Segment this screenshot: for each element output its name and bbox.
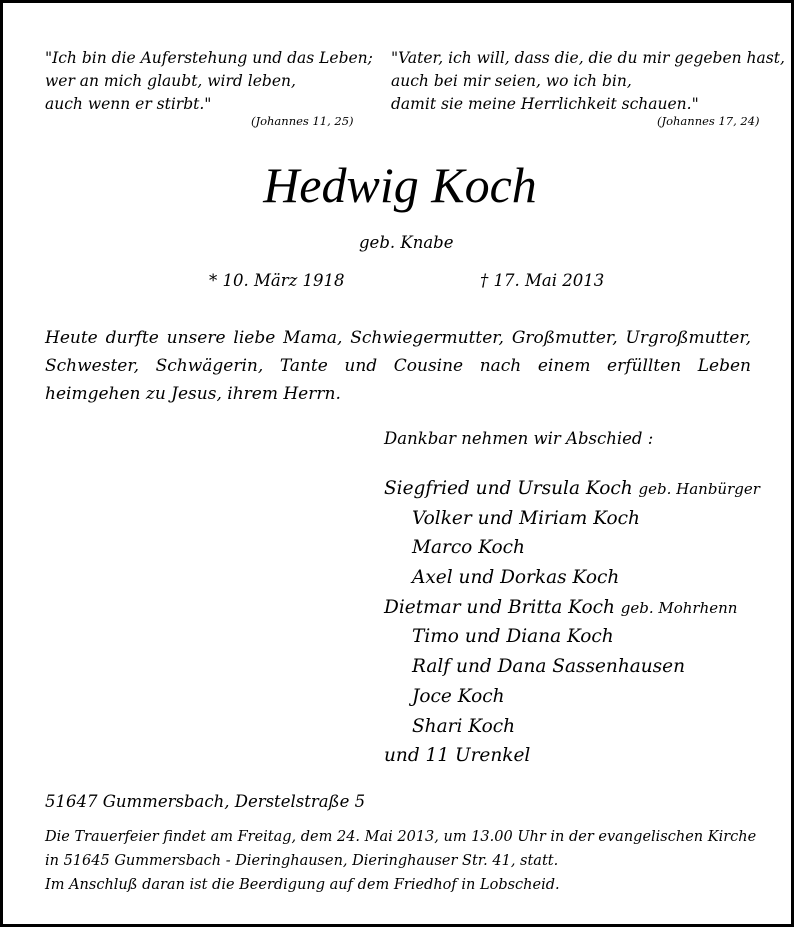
mourners-list (384, 474, 784, 771)
maiden-name: geb. Knabe (359, 233, 454, 252)
quote-line: "Ich bin die Auferstehung und das Leben; (45, 49, 373, 67)
mourner-name: Siegfried und Ursula Koch (384, 478, 633, 499)
mourner-name: Timo und Diana Koch (412, 626, 614, 648)
service-line: in 51645 Gummersbach - Dieringhausen, Dieringhauser Str. 41, statt. (45, 853, 559, 869)
mourner-maiden-name: geb. Hanbürger (638, 480, 760, 498)
mourner-name: Volker und Miriam Koch (412, 507, 640, 529)
farewell-line: Dankbar nehmen wir Abschied : (384, 429, 654, 448)
mourner-name: Dietmar und Britta Koch (384, 596, 615, 618)
quote-line: wer an mich glaubt, wird leben, (45, 72, 296, 90)
family-address: 51647 Gummersbach, Derstelstraße 5 (45, 792, 366, 811)
mourner-entry (384, 622, 784, 652)
quote-line: auch bei mir seien, wo ich bin, (391, 72, 632, 90)
mourner-name: Joce Koch (412, 685, 505, 707)
birth-date: * 10. März 1918 (209, 271, 345, 290)
mourner-entry (384, 593, 784, 623)
mourner-entry (384, 474, 784, 504)
mourner-name: Shari Koch (412, 715, 515, 737)
funeral-service-info (45, 825, 765, 897)
death-date: † 17. Mai 2013 (480, 271, 605, 290)
bible-quote-left (45, 47, 373, 116)
announcement-text: Heute durfte unsere liebe Mama, Schwiegermutter, Großmutter, Urgroßmutter, Schwester, Schwägerin, Tante und Cousine nach einem erfüllten Leben heimgehen zu Jesus, ihrem Herrn. (45, 328, 751, 404)
mourner-entry (384, 533, 784, 563)
mourner-entry (384, 563, 784, 593)
mourner-entry (384, 652, 784, 682)
mourner-entry (384, 504, 784, 534)
bible-reference-left: (Johannes 11, 25) (251, 114, 354, 128)
service-line: Die Trauerfeier findet am Freitag, dem 24. Mai 2013, um 13.00 Uhr in der evangelischen Kirche (45, 829, 757, 845)
mourner-entry (384, 712, 784, 742)
quote-line: "Vater, ich will, dass die, die du mir gegeben hast, (391, 49, 785, 67)
mourner-name: Ralf und Dana Sassenhausen (412, 656, 686, 678)
mourner-maiden-name: geb. Mohrhenn (620, 598, 738, 617)
mourner-name: Axel und Dorkas Koch (412, 567, 620, 589)
deceased-name: Hedwig Koch (263, 157, 537, 213)
service-line: Im Anschluß daran ist die Beerdigung auf dem Friedhof in Lobscheid. (45, 877, 560, 893)
mourner-name: und 11 Urenkel (384, 745, 531, 767)
mourner-entry (384, 741, 784, 771)
bible-reference-right: (Johannes 17, 24) (657, 114, 760, 128)
mourner-name: Marco Koch (412, 537, 525, 559)
bible-quote-right (391, 47, 785, 116)
mourner-entry (384, 682, 784, 712)
quote-line: auch wenn er stirbt." (45, 95, 212, 113)
quote-line: damit sie meine Herrlichkeit schauen." (391, 95, 699, 113)
